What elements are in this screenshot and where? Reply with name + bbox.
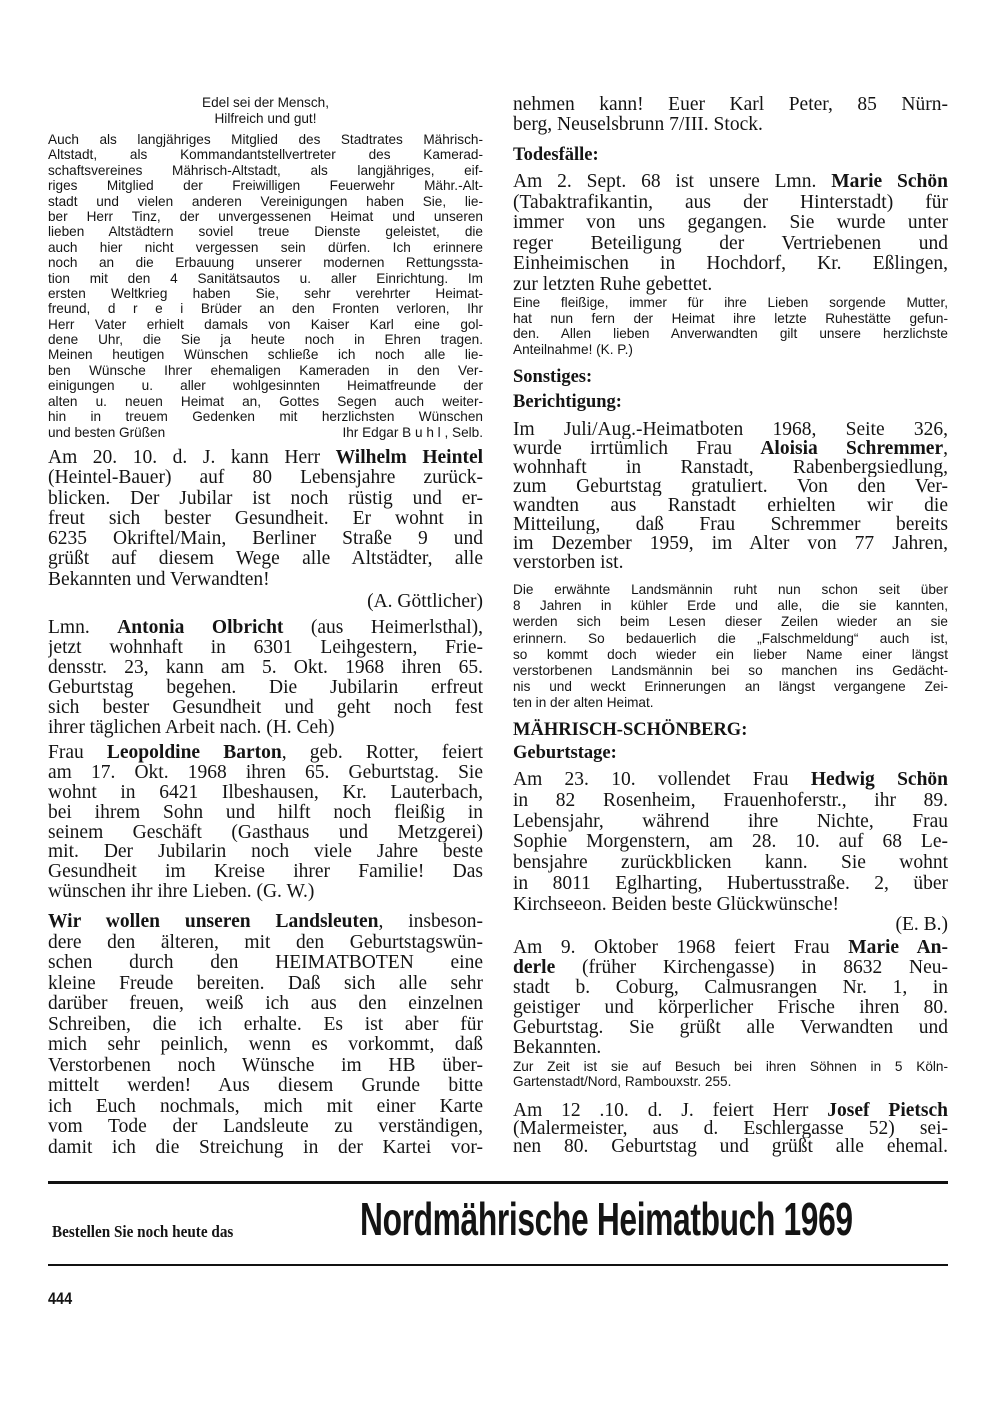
text-line: Herr Vater erhielt damals von Kaiser Karl eine gol- <box>48 316 483 332</box>
text-line: Geburtstag begehen. Die Jubilarin erfreut <box>48 678 483 698</box>
text-line: Einheimischen in Hochdorf, Kr. Eßlingen, <box>513 254 948 275</box>
text-line: Schreiben, die ich erhalte. Es ist aber für <box>48 1014 483 1035</box>
heading-birthdays: Geburtstage: <box>513 743 617 763</box>
text-line: Gartenstadt/Nord, Rambouxstr. 255. <box>513 1074 732 1090</box>
text-line: wünschen ihr ihre Lieben. (G. W.) <box>48 882 315 903</box>
text-line: Auch als langjähriges Mitglied des Stadtrates Mährisch- <box>48 132 483 147</box>
text-line: auch hier nicht vergessen sein dürfen. Ich erinnere <box>48 239 483 255</box>
text-line: wohnt in 6421 Ilbeshausen, Kr. Lauterbach, <box>48 782 483 803</box>
text-line: Im Juli/Aug.-Heimatboten 1968, Seite 326, <box>513 420 948 439</box>
text-line: mit. Der Jubilarin noch viele Jahre beste <box>48 842 483 863</box>
text-line: am 17. Okt. 1968 ihren 65. Geburtstag. Sie <box>48 762 483 783</box>
text-line: bensjahre zurückblicken kann. Sie wohnt <box>513 853 948 874</box>
schoen-paragraph <box>513 172 948 296</box>
text-line: Frau Leopoldine Barton, geb. Rotter, feiert <box>48 743 483 763</box>
footer-rule-bottom <box>48 1264 948 1266</box>
text-line: Am 12 .10. d. J. feiert Herr Josef Pietsch <box>513 1102 948 1121</box>
text-line: immer von uns gegangen. Sie wurde unter <box>513 213 948 234</box>
continuation-paragraph <box>513 95 948 136</box>
text-line: Am 20. 10. d. J. kann Herr Wilhelm Heintel <box>48 448 483 468</box>
schoen-note <box>513 295 948 357</box>
text-line: geistiger und körperlicher Frische ihren 80. <box>513 998 948 1018</box>
motto <box>48 95 483 127</box>
text-line: (Heintel-Bauer) auf 80 Lebensjahre zurück- <box>48 468 483 489</box>
correction-note <box>513 582 948 712</box>
text-line: sich bester Gesundheit und geht noch fest <box>48 698 483 718</box>
letter-signature: Ihr Edgar B u h l , Selb. <box>342 425 483 440</box>
text-line: 8 Jahren in kühler Erde und alle, die sie kannten, <box>513 598 948 614</box>
pietsch-paragraph <box>513 1102 948 1157</box>
text-line: hat nun fern der Heimat ihre letzte Ruhestätte gefun- <box>513 310 948 326</box>
footer-rule-top <box>48 1181 948 1184</box>
text-line: in 8011 Eglharting, Hubertusstraße. 2, über <box>513 873 948 894</box>
text-line: Lebensjahr, während ihre Nichte, Frau <box>513 811 948 832</box>
text-line: ten in der alten Heimat. <box>513 695 654 711</box>
text-line: damit ich die Streichung in der Kartei vor- <box>48 1137 483 1158</box>
text-line: ber Herr Tinz, der unvergessenen Heimat und unseren <box>48 208 483 224</box>
text-line: grüßt auf diesem Wege alle Altstädter, alle <box>48 549 483 570</box>
text-line: darüber freuen, weiß ich aus den einzelnen <box>48 994 483 1014</box>
letter-closing: und besten Grüßen <box>48 425 166 440</box>
heintel-paragraph <box>48 448 483 590</box>
text-line: Kirchseeon. Beiden beste Glückwünsche! <box>513 894 839 915</box>
barton-paragraph <box>48 743 483 902</box>
text-line: mittelt werden! Aus diesem Grunde bitte <box>48 1076 483 1096</box>
text-line: kleine Freude bereiten. Daß sich alle sehr <box>48 973 483 994</box>
text-line: seinem Geschäft (Gasthaus und Metzgerei) <box>48 822 483 843</box>
text-line: vom Tode der Landsleute zu verständigen, <box>48 1117 483 1137</box>
text-line: werden sich beim Lesen dieser Zeilen wieder an sie <box>513 614 948 630</box>
text-line: berg, Neuselsbrunn 7/III. Stock. <box>513 115 763 136</box>
text-line: 6235 Okriftel/Main, Berliner Straße 9 und <box>48 529 483 550</box>
bold-name: Wir wollen unseren Landsleuten <box>48 912 379 932</box>
text-line: zur letzten Ruhe gebettet. <box>513 274 713 295</box>
text-line: Mitteilung, daß Frau Schremmer bereits <box>513 515 948 534</box>
heading-misc: Sonstiges: <box>513 367 593 387</box>
text-line: nis und weckt Erinnerungen an längst vergangene Zei- <box>513 679 948 695</box>
text-line: nen 80. Geburtstag und grüßt alle ehemal. <box>513 1138 948 1157</box>
text-line: Verstorbenen noch Wünsche im HB über- <box>48 1055 483 1076</box>
appeal-paragraph <box>48 912 483 1158</box>
text-line: dere den älteren, mit den Geburtstagswün- <box>48 932 483 953</box>
text-line: ich Euch nochmals, mich mit einer Karte <box>48 1096 483 1117</box>
text-line: verstorbenen Landsmännin bei so manchen ins Gedächt- <box>513 662 948 678</box>
text-line: lieben Altstädtern soviel treue Dienste geleistet, die <box>48 224 483 240</box>
text-line: hin in treuem Gedenken mit herzlichsten Wünschen <box>48 409 483 425</box>
anderle-note <box>513 1059 948 1090</box>
text-line: so kommt doch wieder ein lieber Name einer längst <box>513 646 948 662</box>
text-line: Meinen heutigen Wünschen schließe ich noch alle lie- <box>48 347 483 363</box>
text-line: Lmn. Antonia Olbricht (aus Heimerlsthal), <box>48 618 483 638</box>
bold-name: Antonia Olbricht <box>117 618 284 638</box>
text-line: Bekannten. <box>513 1038 602 1058</box>
text-line: Wir wollen unseren Landsleuten, insbeson- <box>48 912 483 932</box>
text-line: mich sehr peinlich, wenn es vorkommt, daß <box>48 1035 483 1055</box>
text-line: Die erwähnte Landsmännin ruht nun schon seit über <box>513 582 948 597</box>
text-line: Altstadt, als Kommandantstellvertreter des Kamerad- <box>48 147 483 163</box>
text-line: riges Mitglied der Freiwilligen Feuerwehr Mähr.-Alt- <box>48 178 483 194</box>
text-line: nehmen kann! Euer Karl Peter, 85 Nürn- <box>513 95 948 115</box>
text-line: Gesundheit im Kreise ihrer Familie! Das <box>48 862 483 883</box>
text-line: Eine fleißige, immer für ihre Lieben sorgende Mutter, <box>513 295 948 310</box>
text-line: einigungen u. aller wohlgesinnten Heimatfreunde der <box>48 378 483 394</box>
heading-deaths: Todesfälle: <box>513 145 599 165</box>
text-line: derle (früher Kirchengasse) in 8632 Neu- <box>513 958 948 978</box>
text-line: jetzt wohnhaft in 6301 Leihgestern, Frie- <box>48 638 483 658</box>
text-line: bei ihrem Sohn und hilft noch fleißig in <box>48 802 483 823</box>
text-line: tion mit den 4 Sanitätsautos u. aller Einrichtung. Im <box>48 270 483 286</box>
bold-name: derle <box>513 958 556 978</box>
hedwig-byline: (E. B.) <box>895 914 948 935</box>
text-line: ihrer täglichen Arbeit nach. (H. Ceh) <box>48 718 335 738</box>
text-line: im Dezember 1959, im Alter von 77 Jahren, <box>513 534 948 553</box>
heintel-byline: (A. Göttlicher) <box>367 591 483 612</box>
order-text: Bestellen Sie noch heute das <box>52 1222 234 1241</box>
text-line: ersten Weltkrieg haben Sie, sehr verehrter Heimat- <box>48 285 483 301</box>
bold-name: Aloisia Schremmer <box>760 439 944 458</box>
bold-name: Marie Schön <box>831 172 948 192</box>
text-line: Zur Zeit ist sie auf Besuch bei ihren Söhnen in 5 Köln- <box>513 1059 948 1074</box>
text-line: noch an die Erbauung unserer modernen Rettungssta- <box>48 255 483 271</box>
correction-paragraph <box>513 420 948 572</box>
text-line: den. Allen lieben Anverwandten gilt unsere herzlichste <box>513 326 948 342</box>
text-line: reger Beteiligung der Vertriebenen und <box>513 233 948 254</box>
text-line: alten u. neuen Heimat an, Gottes Segen auch weiter- <box>48 393 483 409</box>
heading-town: MÄHRISCH-SCHÖNBERG: <box>513 720 748 740</box>
bold-name: Marie An- <box>848 938 948 958</box>
page-number: 444 <box>48 1289 73 1308</box>
text-line: schaftsvereines Mährisch-Altstadt, als langjähriges, eif- <box>48 162 483 178</box>
text-line: stadt b. Coburg, Calmusrangen Nr. 1, in <box>513 978 948 998</box>
text-line: freund, d r e i Brüder an den Fronten verloren, Ihr <box>48 301 483 317</box>
motto-line: Hilfreich und gut! <box>214 111 317 126</box>
bold-name: Josef Pietsch <box>827 1102 948 1121</box>
text-line: in 82 Rosenheim, Frauenhoferstr., ihr 89. <box>513 790 948 811</box>
text-line: (Tabaktrafikantin, aus der Hinterstadt) für <box>513 192 948 213</box>
text-line: wohnhaft in Ranstadt, Rabenbergsiedlung, <box>513 458 948 477</box>
text-line: verstorben ist. <box>513 553 624 572</box>
letter-signature-line <box>48 425 483 440</box>
text-line: (Malermeister, aus d. Eschlergasse 52) sei- <box>513 1120 948 1139</box>
motto-line: Edel sei der Mensch, <box>202 95 329 110</box>
text-line: wandten aus Ranstadt erhielten wir die <box>513 496 948 515</box>
text-line: Geburtstag. Sie grüßt alle Verwandten und <box>513 1018 948 1038</box>
text-line: schen durch den HEIMATBOTEN eine <box>48 953 483 973</box>
text-line: wurde irrtümlich Frau Aloisia Schremmer, <box>513 439 948 458</box>
text-line: Am 23. 10. vollendet Frau Hedwig Schön <box>513 770 948 790</box>
text-line: zum Geburtstag gratuliert. Von den Ver- <box>513 477 948 496</box>
bold-name: Leopoldine Barton <box>106 743 282 763</box>
text-line: Anteilnahme! (K. P.) <box>513 341 633 357</box>
text-line: erinnern. So bedauerlich die „Falschmeldung“ auch ist, <box>513 630 948 646</box>
anderle-paragraph <box>513 938 948 1058</box>
text-line: Sophie Morgenstern, am 28. 10. auf 68 Le- <box>513 832 948 853</box>
text-line: densstr. 23, kann am 5. Okt. 1968 ihren 65. <box>48 658 483 678</box>
book-title: Nordmährische Heimatbuch 1969 <box>360 1193 853 1245</box>
text-line: freut sich bester Gesundheit. Er wohnt in <box>48 508 483 529</box>
text-line: Am 2. Sept. 68 ist unsere Lmn. Marie Schön <box>513 172 948 192</box>
text-line: Am 9. Oktober 1968 feiert Frau Marie An- <box>513 938 948 958</box>
bold-name: Hedwig Schön <box>810 770 948 790</box>
hedwig-paragraph <box>513 770 948 916</box>
heading-correction: Berichtigung: <box>513 392 622 412</box>
text-line: stadt und vielen anderen Vereinigungen haben Sie, lie- <box>48 193 483 209</box>
text-line: blicken. Der Jubilar ist noch rüstig und er- <box>48 488 483 509</box>
text-line: Bekannten und Verwandten! <box>48 569 270 590</box>
bold-name: Wilhelm Heintel <box>335 448 483 468</box>
olbricht-paragraph <box>48 618 483 738</box>
text-line: ben Wünsche Ihrer ehemaligen Kameraden in den Ver- <box>48 362 483 378</box>
letter-paragraph <box>48 132 483 424</box>
text-line: dene Uhr, die Sie ja heute noch in Ehren tragen. <box>48 332 483 348</box>
